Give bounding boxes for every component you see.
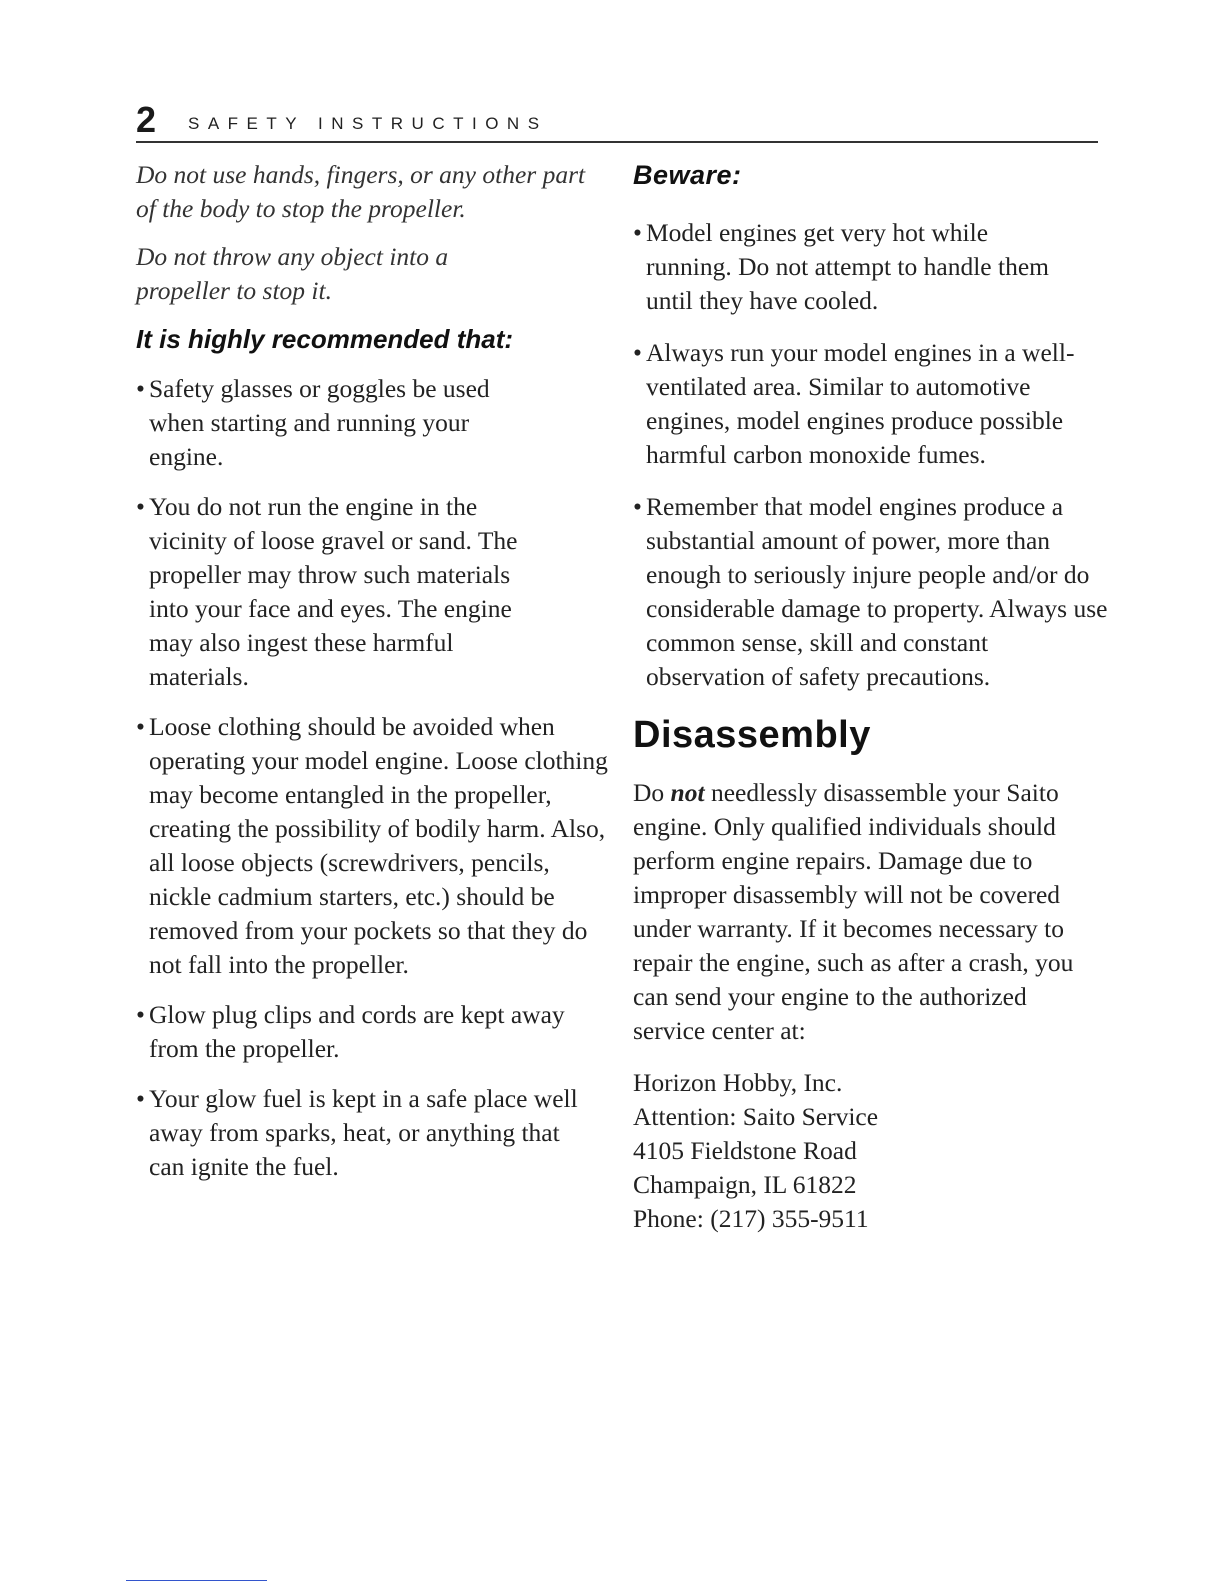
header-rule [136, 141, 1098, 143]
disassembly-not-emphasis: not [670, 778, 705, 807]
list-item [136, 710, 611, 982]
section-title: SAFETY INSTRUCTIONS [188, 114, 548, 133]
left-column [136, 158, 606, 1184]
page-header [136, 98, 1098, 142]
beware-heading: Beware: [633, 160, 742, 190]
right-column [633, 158, 1108, 1236]
address-attention: Attention: Saito Service [633, 1102, 879, 1131]
disassembly-heading: Disassembly [633, 714, 871, 756]
list-item-text: Safety glasses or goggles be used when starting and running your engine. [149, 374, 490, 471]
propeller-object-warning: Do not throw any object into a propeller to stop it. [136, 242, 449, 305]
list-item-text: Your glow fuel is kept in a safe place well away from sparks, heat, or anything that can ignite the fuel. [149, 1084, 578, 1181]
list-item-text: Glow plug clips and cords are kept away from the propeller. [149, 1000, 565, 1063]
propeller-hands-warning: Do not use hands, fingers, or any other part of the body to stop the propeller. [136, 160, 586, 223]
bullet-icon: • [136, 374, 145, 403]
list-item [136, 998, 579, 1066]
list-item [136, 1082, 594, 1184]
disassembly-do-text: Do [633, 778, 671, 807]
footer-link-underline [126, 1580, 267, 1581]
address-company: Horizon Hobby, Inc. [633, 1068, 843, 1097]
list-item [136, 372, 519, 474]
address-city: Champaign, IL 61822 [633, 1170, 857, 1199]
disassembly-paragraph [633, 776, 1093, 1048]
list-item [633, 490, 1111, 694]
bullet-icon: • [136, 1084, 145, 1113]
recommended-list [136, 372, 606, 1184]
bullet-icon: • [633, 218, 642, 247]
page-number: 2 [136, 99, 157, 140]
disassembly-body-text: needlessly disassemble your Saito engine. Only qualified individuals should perform engine repairs. Damage due to improper disassembly will not be covered under warranty. If it becomes necessary to repair the engine, such as after a crash, you can send your engine to the authorized service center at: [633, 778, 1074, 1045]
list-item-text: Remember that model engines produce a substantial amount of power, more than enough to seriously injure people and/or do considerable damage to property. Always use common sense, skill and constant observation of safety precautions. [646, 492, 1108, 691]
recommended-heading: It is highly recommended that: [136, 324, 514, 354]
list-item-text: Always run your model engines in a well-ventilated area. Similar to automotive engines, model engines produce possible harmful carbon monoxide fumes. [646, 338, 1075, 469]
bullet-icon: • [136, 712, 145, 741]
list-item-text: Loose clothing should be avoided when operating your model engine. Loose clothing may become entangled in the propeller, creating the possibility of bodily harm. Also, all loose objects (screwdrivers, pencils, nickle cadmium starters, etc.) should be removed from your pockets so that they do not fall into the propeller. [149, 712, 608, 979]
list-item-text: You do not run the engine in the vicinity of loose gravel or sand. The propeller may throw such materials into your face and eyes. The engine may also ingest these harmful materials. [149, 492, 518, 691]
list-item [136, 490, 549, 694]
beware-list [633, 216, 1108, 694]
bullet-icon: • [136, 492, 145, 521]
bullet-icon: • [633, 338, 642, 367]
service-address [633, 1066, 1103, 1236]
list-item-text: Model engines get very hot while running. Do not attempt to handle them until they have cooled. [646, 218, 1049, 315]
address-street: 4105 Fieldstone Road [633, 1136, 857, 1165]
list-item [633, 336, 1091, 472]
list-item [633, 216, 1066, 318]
bullet-icon: • [136, 1000, 145, 1029]
address-phone: Phone: (217) 355-9511 [633, 1204, 869, 1233]
bullet-icon: • [633, 492, 642, 521]
